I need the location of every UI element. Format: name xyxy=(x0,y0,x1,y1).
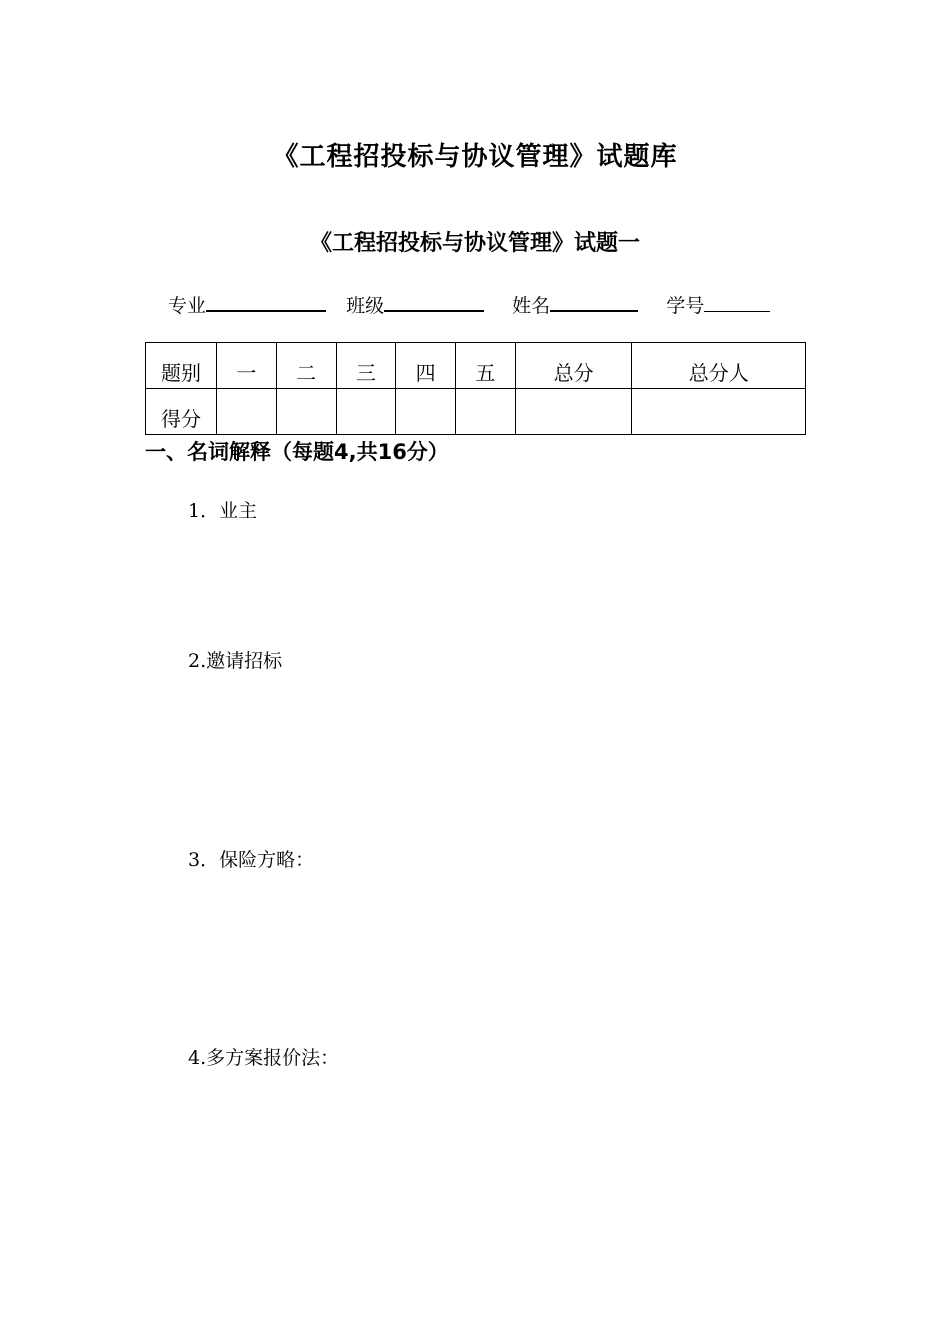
question-item: 2.邀请招标 xyxy=(188,650,283,672)
class-blank[interactable] xyxy=(384,290,484,312)
major-blank[interactable] xyxy=(206,290,326,312)
question-item: 4.多方案报价法： xyxy=(188,1047,340,1069)
student-id-blank[interactable] xyxy=(704,291,770,312)
student-info-row xyxy=(168,290,784,318)
score-cell[interactable] xyxy=(515,389,632,435)
score-table-header-cell: 五 xyxy=(456,343,516,389)
document-title: 《工程招投标与协议管理》试题库 xyxy=(272,142,678,172)
student-id-label: 学号 xyxy=(666,295,705,317)
score-table-header-cell: 一 xyxy=(217,343,277,389)
name-label: 姓名 xyxy=(512,295,551,317)
section-heading: 一、名词解释（每题4,共16分） xyxy=(145,440,449,464)
major-field xyxy=(168,290,326,318)
exam-title: 《工程招投标与协议管理》试题一 xyxy=(309,231,640,256)
score-table-header-cell: 二 xyxy=(276,343,336,389)
score-table-header-cell: 总分 xyxy=(515,343,632,389)
class-field xyxy=(346,290,484,318)
score-cell[interactable] xyxy=(217,389,277,435)
class-label: 班级 xyxy=(346,295,385,317)
score-table xyxy=(145,342,806,435)
score-cell[interactable] xyxy=(396,389,456,435)
score-table-score-row xyxy=(146,389,806,435)
score-cell[interactable] xyxy=(276,389,336,435)
score-table-header-cell: 总分人 xyxy=(632,343,806,389)
score-table-header-cell: 题别 xyxy=(146,343,217,389)
major-label: 专业 xyxy=(168,295,207,317)
question-item: 1．业主 xyxy=(188,500,258,522)
score-table-header-row xyxy=(146,343,806,389)
score-cell[interactable] xyxy=(456,389,516,435)
score-table-header-cell: 四 xyxy=(396,343,456,389)
question-item: 3．保险方略： xyxy=(188,849,315,871)
name-field xyxy=(512,290,638,318)
student-id-field xyxy=(666,291,770,318)
score-cell[interactable] xyxy=(632,389,806,435)
score-row-label: 得分 xyxy=(146,389,217,435)
score-table-header-cell: 三 xyxy=(336,343,396,389)
name-blank[interactable] xyxy=(550,290,638,312)
score-cell[interactable] xyxy=(336,389,396,435)
